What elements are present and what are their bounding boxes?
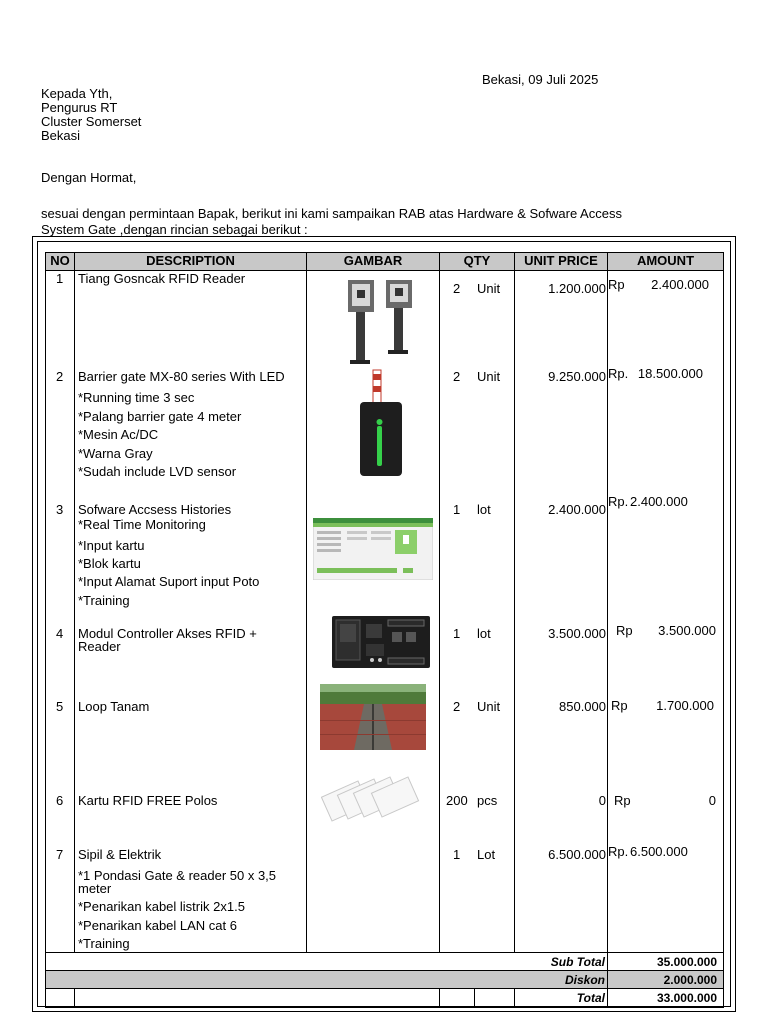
item-detail: *Blok kartu xyxy=(78,556,141,571)
software-screenshot-image xyxy=(313,518,433,580)
item-unit-price: 6.500.000 xyxy=(548,847,606,862)
header-amount: AMOUNT xyxy=(636,253,695,268)
recipient-address xyxy=(41,87,141,143)
total-label: Total xyxy=(576,991,605,1005)
item-amount-prefix: Rp xyxy=(616,623,633,638)
rfid-cards-image xyxy=(321,774,427,822)
grid-line xyxy=(439,252,440,953)
item-detail: meter xyxy=(78,881,112,896)
item-amount: 6.500.000 xyxy=(630,844,688,859)
item-amount: 2.400.000 xyxy=(651,277,709,292)
item-unit: Unit xyxy=(477,281,501,296)
item-detail: *Mesin Ac/DC xyxy=(78,427,159,442)
item-unit: lot xyxy=(477,502,491,517)
item-amount-prefix: Rp xyxy=(611,698,628,713)
discount-value: 2.000.000 xyxy=(663,973,717,987)
recipient-line: Bekasi xyxy=(41,128,81,143)
subtotal-value: 35.000.000 xyxy=(656,955,717,969)
item-title: Loop Tanam xyxy=(78,699,150,714)
item-unit-price: 0 xyxy=(598,793,606,808)
item-no: 5 xyxy=(56,699,64,714)
item-amount-prefix: Rp xyxy=(614,793,631,808)
grid-line xyxy=(45,988,724,989)
item-unit-price: 1.200.000 xyxy=(548,281,606,296)
item-unit: pcs xyxy=(477,793,498,808)
item-qty: 2 xyxy=(453,281,461,296)
item-unit: Lot xyxy=(477,847,496,862)
item-title: Barrier gate MX-80 series With LED xyxy=(78,369,285,384)
item-unit: Unit xyxy=(477,369,501,384)
item-amount: 1.700.000 xyxy=(656,698,714,713)
intro-line: sesuai dengan permintaan Bapak, berikut ini kami sampaikan RAB atas Hardware & Sofware Access xyxy=(41,206,622,221)
item-no: 7 xyxy=(56,847,64,862)
item-qty: 200 xyxy=(446,793,468,808)
item-amount-prefix: Rp. xyxy=(608,494,629,509)
item-title: Sofware Accsess Histories xyxy=(78,502,232,517)
item-unit-price: 2.400.000 xyxy=(548,502,606,517)
grid-line xyxy=(74,252,75,953)
item-detail: *Input Alamat Suport input Poto xyxy=(78,574,260,589)
item-qty: 2 xyxy=(453,369,461,384)
grid-line xyxy=(723,252,724,1008)
item-detail: *Training xyxy=(78,593,130,608)
total-value: 33.000.000 xyxy=(656,991,717,1005)
header-qty: QTY xyxy=(463,253,491,268)
grid-line xyxy=(45,252,46,1008)
item-detail: *1 Pondasi Gate & reader 50 x 3,5 xyxy=(78,868,277,883)
grid-line xyxy=(74,988,75,1008)
item-unit: Unit xyxy=(477,699,501,714)
item-qty: 1 xyxy=(453,847,461,862)
item-qty: 2 xyxy=(453,699,461,714)
discount-label: Diskon xyxy=(564,973,605,987)
item-no: 2 xyxy=(56,369,64,384)
item-amount: 3.500.000 xyxy=(658,623,716,638)
item-no: 4 xyxy=(56,626,64,641)
header-no: NO xyxy=(50,253,70,268)
intro-paragraph xyxy=(41,206,681,238)
item-unit: lot xyxy=(477,626,491,641)
item-amount-prefix: Rp. xyxy=(608,844,629,859)
grid-line xyxy=(306,252,307,953)
item-amount-prefix: Rp xyxy=(608,277,625,292)
letter-date: Bekasi, 09 Juli 2025 xyxy=(482,72,599,87)
item-qty: 1 xyxy=(453,502,461,517)
grid-line xyxy=(474,988,475,1008)
header-gambar: GAMBAR xyxy=(343,253,403,268)
recipient-line: Cluster Somerset xyxy=(41,114,142,129)
item-title: Kartu RFID FREE Polos xyxy=(78,793,218,808)
controller-board-image xyxy=(332,614,430,670)
item-title: Tiang Gosncak RFID Reader xyxy=(78,271,246,286)
item-amount-prefix: Rp. xyxy=(608,366,629,381)
item-amount: 2.400.000 xyxy=(630,494,688,509)
intro-line: System Gate ,dengan rincian sebagai berikut : xyxy=(41,222,308,237)
grid-line xyxy=(45,1007,724,1008)
item-detail: *Real Time Monitoring xyxy=(78,517,206,532)
item-amount: 0 xyxy=(708,793,716,808)
grid-line xyxy=(439,988,440,1008)
item-detail: *Running time 3 sec xyxy=(78,390,195,405)
item-detail: *Palang barrier gate 4 meter xyxy=(78,409,242,424)
item-no: 1 xyxy=(56,271,64,286)
recipient-line: Kepada Yth, xyxy=(41,86,113,101)
item-unit-price: 850.000 xyxy=(559,699,606,714)
item-detail: *Training xyxy=(78,936,130,951)
item-unit-price: 9.250.000 xyxy=(548,369,606,384)
item-title: Sipil & Elektrik xyxy=(78,847,162,862)
item-no: 3 xyxy=(56,502,64,517)
item-qty: 1 xyxy=(453,626,461,641)
item-detail: *Warna Gray xyxy=(78,446,153,461)
item-detail: *Penarikan kabel listrik 2x1.5 xyxy=(78,899,245,914)
item-no: 6 xyxy=(56,793,64,808)
rfid-reader-poles-image xyxy=(344,278,416,368)
loop-ground-image xyxy=(320,684,426,750)
item-unit-price: 3.500.000 xyxy=(548,626,606,641)
item-detail: *Input kartu xyxy=(78,538,145,553)
item-detail: *Sudah include LVD sensor xyxy=(78,464,237,479)
grid-line xyxy=(45,970,724,971)
item-amount: 18.500.000 xyxy=(637,366,703,381)
item-detail: *Penarikan kabel LAN cat 6 xyxy=(78,918,237,933)
greeting: Dengan Hormat, xyxy=(41,170,137,185)
header-description: DESCRIPTION xyxy=(146,253,235,268)
item-title: Modul Controller Akses RFID + xyxy=(78,626,257,641)
item-title-cont: Reader xyxy=(78,639,121,654)
recipient-line: Pengurus RT xyxy=(41,100,118,115)
barrier-gate-image xyxy=(355,368,405,478)
subtotal-label: Sub Total xyxy=(550,955,605,969)
header-unit-price: UNIT PRICE xyxy=(524,253,598,268)
grid-line xyxy=(45,952,724,953)
